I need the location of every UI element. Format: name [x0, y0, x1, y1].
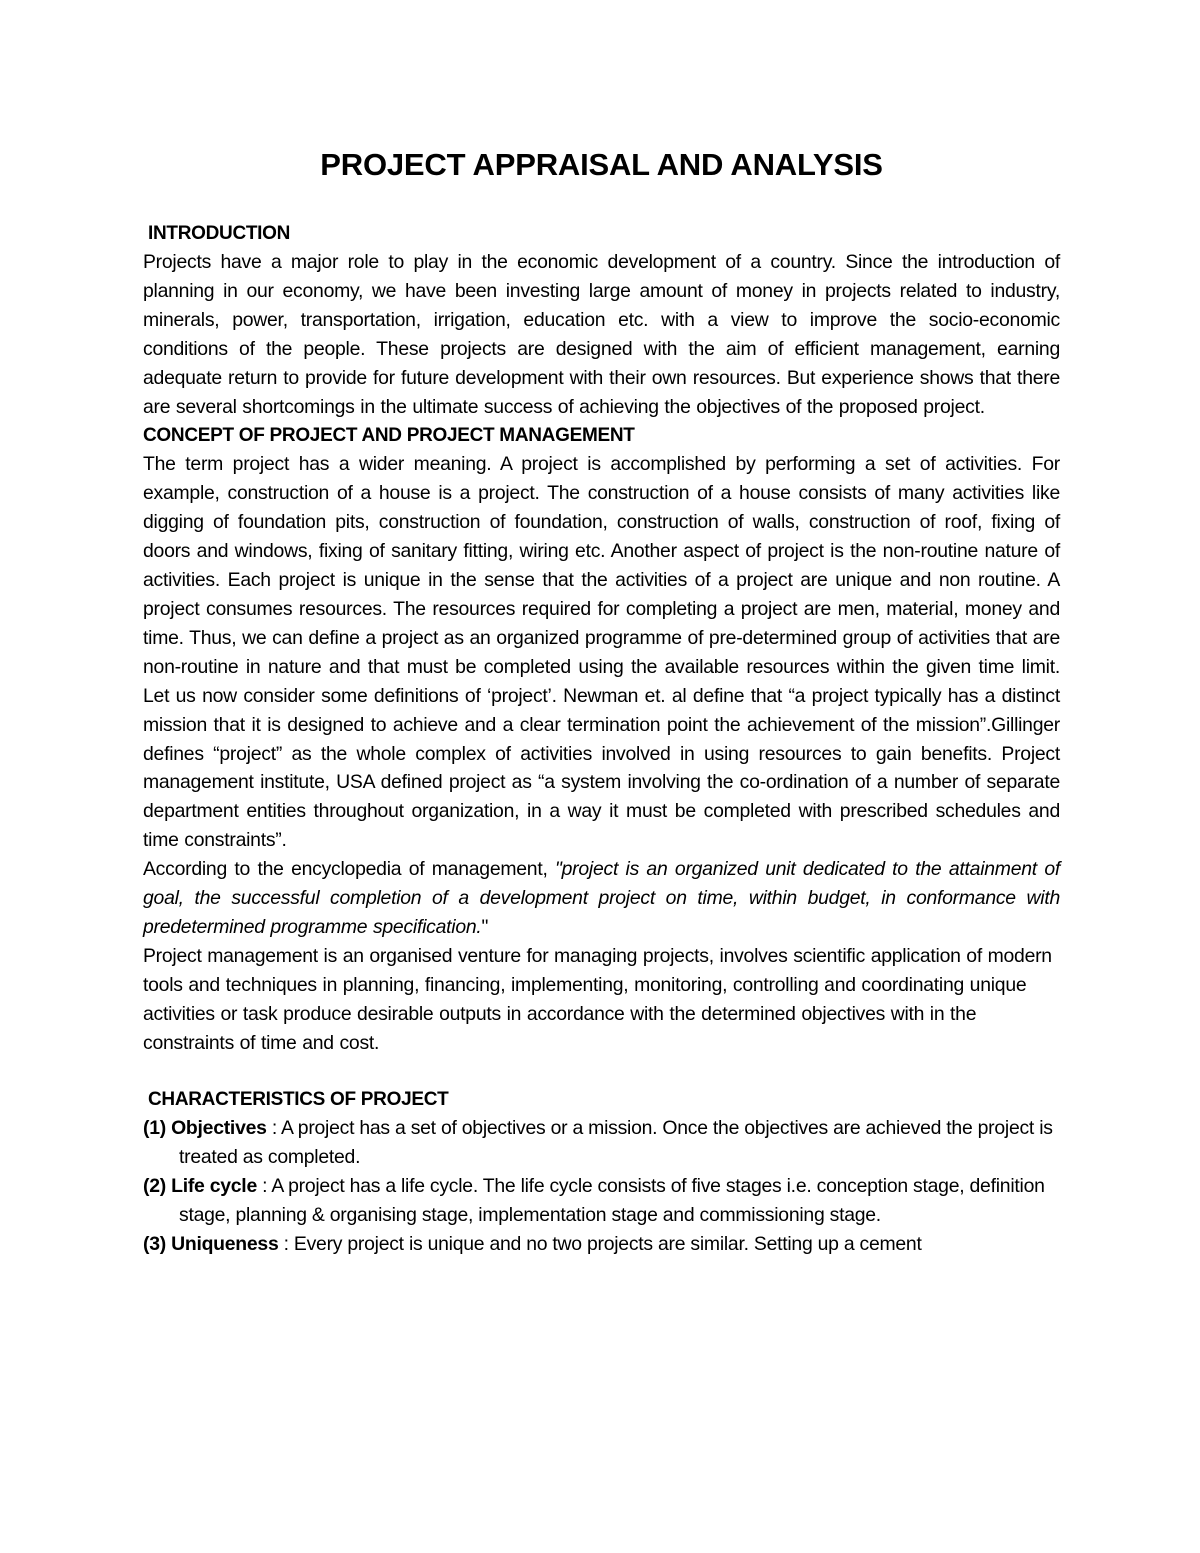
item-number: (3)	[143, 1233, 166, 1256]
item-text: : Every project is unique and no two projects are similar. Setting up a cement	[278, 1233, 922, 1256]
document-title: PROJECT APPRAISAL AND ANALYSIS	[320, 147, 883, 182]
encyclopedia-quote-end: "	[481, 915, 489, 938]
introduction-heading: INTRODUCTION	[148, 223, 291, 244]
item-number: (1)	[143, 1117, 166, 1140]
concept-heading: CONCEPT OF PROJECT AND PROJECT MANAGEMENT	[143, 425, 635, 447]
concept-paragraph-2	[143, 855, 1060, 942]
item-term: Uniqueness	[171, 1233, 279, 1256]
item-term: Objectives	[171, 1117, 267, 1140]
introduction-paragraph: Projects have a major role to play in the economic development of a country. Since the introduction of planning in our economy, we have been investing large amount of money in projects related to industry, minerals, power, transportation, irrigation, education etc. with a view to improve the socio-economic conditions of the people. These projects are designed with the aim of efficient management, earning adequate return to provide for future development with their own resources. But experience shows that there are several shortcomings in the ultimate success of achieving the objectives of the proposed project.	[143, 251, 1060, 418]
list-item	[143, 1230, 1060, 1259]
concept-paragraph-3: Project management is an organised venture for managing projects, involves scientific application of modern tools and techniques in planning, financing, implementing, monitoring, controlling and coordinating unique activities or task produce desirable outputs in accordance with the determined objectives with in the constraints of time and cost.	[143, 944, 1052, 1054]
item-text: : A project has a set of objectives or a mission. Once the objectives are achieved the project is treated as completed.	[179, 1117, 1053, 1169]
concept-paragraph-1: The term project has a wider meaning. A project is accomplished by performing a set of activities. For example, construction of a house is a project. The construction of a house consists of many activities like digging of foundation pits, construction of foundation, construction of walls, construction of roof, fixing of doors and windows, fixing of sanitary fitting, wiring etc. Another aspect of project is the non-routine nature of activities. Each project is unique in the sense that the activities of a project are unique and non routine. A project consumes resources. The resources required for completing a project are men, material, money and time. Thus, we can define a project as an organized programme of pre-determined group of activities that are non-routine in nature and that must be completed using the available resources within the given time limit. Let us now consider some definitions of ‘project’. Newman et. al define that “a project typically has a distinct mission that it is designed to achieve and a clear termination point the achievement of the mission”.Gillinger defines “project” as the whole complex of activities involved in using resources to gain benefits. Project management institute, USA defined project as “a system involving the co-ordination of a number of separate department entities throughout organization, in a way it must be completed with prescribed schedules and time constraints”.	[143, 453, 1060, 852]
item-number: (2)	[143, 1175, 166, 1198]
characteristics-heading: CHARACTERISTICS OF PROJECT	[148, 1089, 449, 1111]
list-item	[143, 1172, 1060, 1230]
item-text: : A project has a life cycle. The life cycle consists of five stages i.e. conception stage, definition stage, planning & organising stage, implementation stage and commissioning stage.	[179, 1175, 1045, 1227]
list-item	[143, 1114, 1060, 1172]
characteristics-list	[143, 1114, 1060, 1259]
encyclopedia-lead: According to the encyclopedia of management,	[143, 858, 556, 881]
document-page	[143, 145, 1060, 1259]
encyclopedia-quote: "project is an organized unit dedicated to the attainment of goal, the successful completion of a development project on time, within budget, in conformance with predetermined programme specification.	[143, 858, 1060, 938]
item-term: Life cycle	[171, 1175, 257, 1198]
section-spacer	[143, 1057, 1060, 1085]
